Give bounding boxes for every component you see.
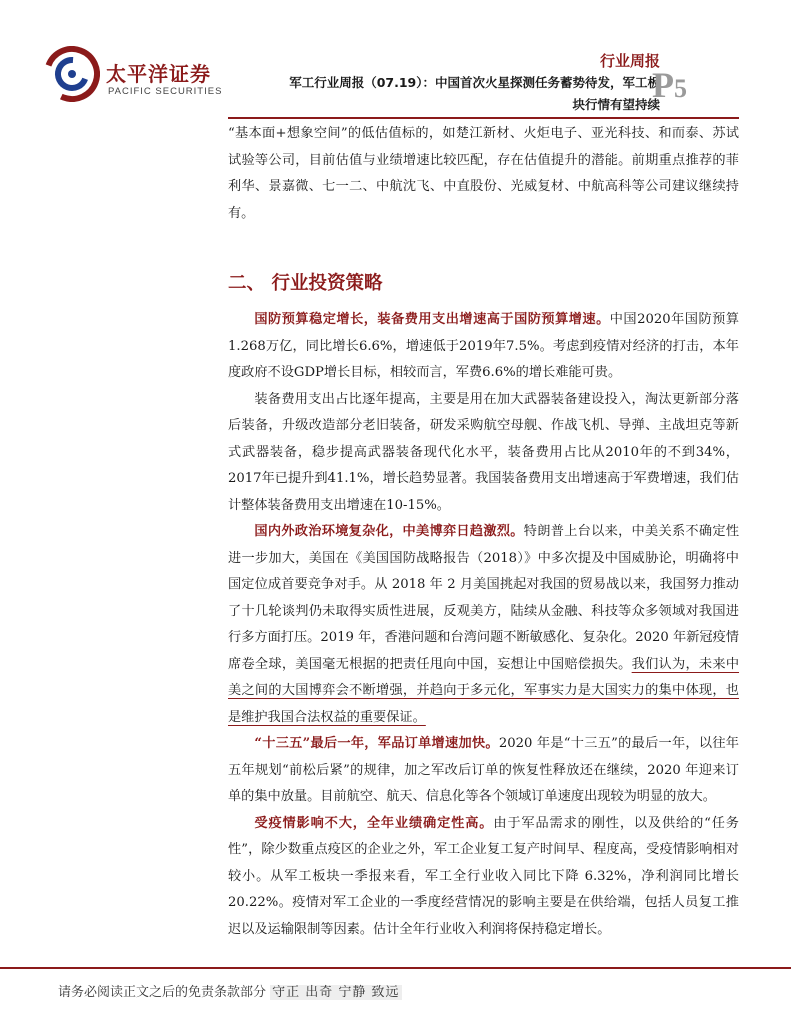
report-title-line-2: 块行情有望持续 bbox=[572, 97, 660, 112]
footer bbox=[58, 981, 402, 1000]
page-number bbox=[652, 64, 687, 106]
paragraph-lead: “十三五”最后一年，军品订单增速加快。 bbox=[254, 736, 499, 751]
paragraph-lead: 受疫情影响不大，全年业绩确定性高。 bbox=[254, 815, 494, 831]
page-number-prefix: P bbox=[652, 65, 674, 105]
paragraph-defense-budget bbox=[228, 307, 739, 387]
paragraph-body: 由于军品需求的刚性，以及供给的“任务性”，除少数重点疫区的企业之外，军工企业复工复产时间早、程度高，受疫情影响相对较小。从军工板块一季报来看，军工全行业收入同比下降 6.32%，净利润同比增长 20.22%。疫情对军工企业的一季度经营情况的影响主要是在供给端，包括人员复工推迟以及运输限制等因素。估计全年行业收入利润将保持稳定增长。 bbox=[228, 815, 739, 937]
paragraph-body: 中国2020年国防预算1.268万亿，同比增长6.6%，增速低于2019年7.5%。考虑到疫情对经济的打击，本年度政府不设GDP增长目标，相较而言，军费6.6%的增长难能可贵。 bbox=[228, 312, 740, 380]
report-title bbox=[260, 72, 660, 116]
report-category: 行业周报 bbox=[599, 52, 660, 70]
paragraph-lead: 国防预算稳定增长，装备费用支出增速高于国防预算增速。 bbox=[254, 312, 610, 327]
paragraph-epidemic-impact bbox=[228, 811, 739, 944]
paragraph-geopolitics bbox=[228, 519, 739, 731]
company-logo bbox=[44, 46, 224, 102]
report-body bbox=[228, 119, 739, 943]
paragraph-body: 特朗普上台以来，中美关系不确定性进一步加大，美国在《美国国防战略报告（2018）》中多次提及中国威胁论，明确将中国定位成首要竞争对手。从 2018 年 2 月美国挑起对我国的贸易战以来，我国努力推动了十几轮谈判仍未取得实质性进展，反观美方，陆续从金融、科技等众多领域对我国进行多方面打压。2019 年，香港问题和台湾问题不断敏感化、复杂化。2020 年新冠疫情席卷全球，美国毫无根据的把责任甩向中国，妄想让中国赔偿损失。 bbox=[228, 524, 740, 672]
footer-disclaimer: 请务必阅读正文之后的免责条款部分 bbox=[58, 985, 267, 1000]
paragraph-body: 2020 年是“十三五”的最后一年，以往年五年规划“前松后紧”的规律，加之军改后订单的恢复性释放还在继续，2020 年迎来订单的集中放量。目前航空、航天、信息化等各个领域订单速度出现较为明显的放大。 bbox=[228, 736, 739, 804]
footer-divider bbox=[0, 967, 791, 969]
section-title: 二、 行业投资策略 bbox=[228, 273, 383, 294]
report-title-line-1: 军工行业周报（07.19）：中国首次火星探测任务蓄势待发，军工板 bbox=[289, 75, 660, 90]
intro-paragraph: “基本面+想象空间”的低估值标的，如楚江新材、火炬电子、亚光科技、和而泰、苏试试验等公司，目前估值与业绩增速比较匹配，存在估值提升的潜能。前期重点推荐的菲利华、景嘉微、七一二、中航沈飞、中直股份、光威复材、中航高科等公司建议继续持有。 bbox=[228, 126, 739, 221]
paragraph-body: 装备费用支出占比逐年提高，主要是用在加大武器装备建设投入，淘汰更新部分落后装备，升级改造部分老旧装备，研发采购航空母舰、作战飞机、导弹、主战坦克等新式武器装备，稳步提高武器装备现代化水平，装备费用占比从2010年的不到34%，2017年已提升到41.1%，增长趋势显著。我国装备费用支出增速高于军费增速，我们估计整体装备费用支出增速在10-15%。 bbox=[228, 391, 739, 513]
paragraph-equipment-spending bbox=[228, 387, 739, 520]
paragraph-five-year-plan bbox=[228, 731, 739, 811]
pacific-securities-logo-icon bbox=[44, 46, 100, 102]
paragraph-conclusion: 我们认为，未来中美之间的大国博弈会不断增强，并趋向于多元化，军事实力是大国实力的集中体现，也是维护我国合法权益的重要保证。 bbox=[228, 656, 740, 725]
company-name-cn: 太平洋证券 bbox=[106, 62, 211, 86]
paragraph-lead: 国内外政治环境复杂化，中美博弈日趋激烈。 bbox=[254, 524, 524, 539]
page-number-value: 5 bbox=[674, 74, 687, 103]
company-name-en: PACIFIC SECURITIES bbox=[108, 86, 223, 97]
footer-motto: 守正 出奇 宁静 致远 bbox=[272, 985, 400, 1000]
